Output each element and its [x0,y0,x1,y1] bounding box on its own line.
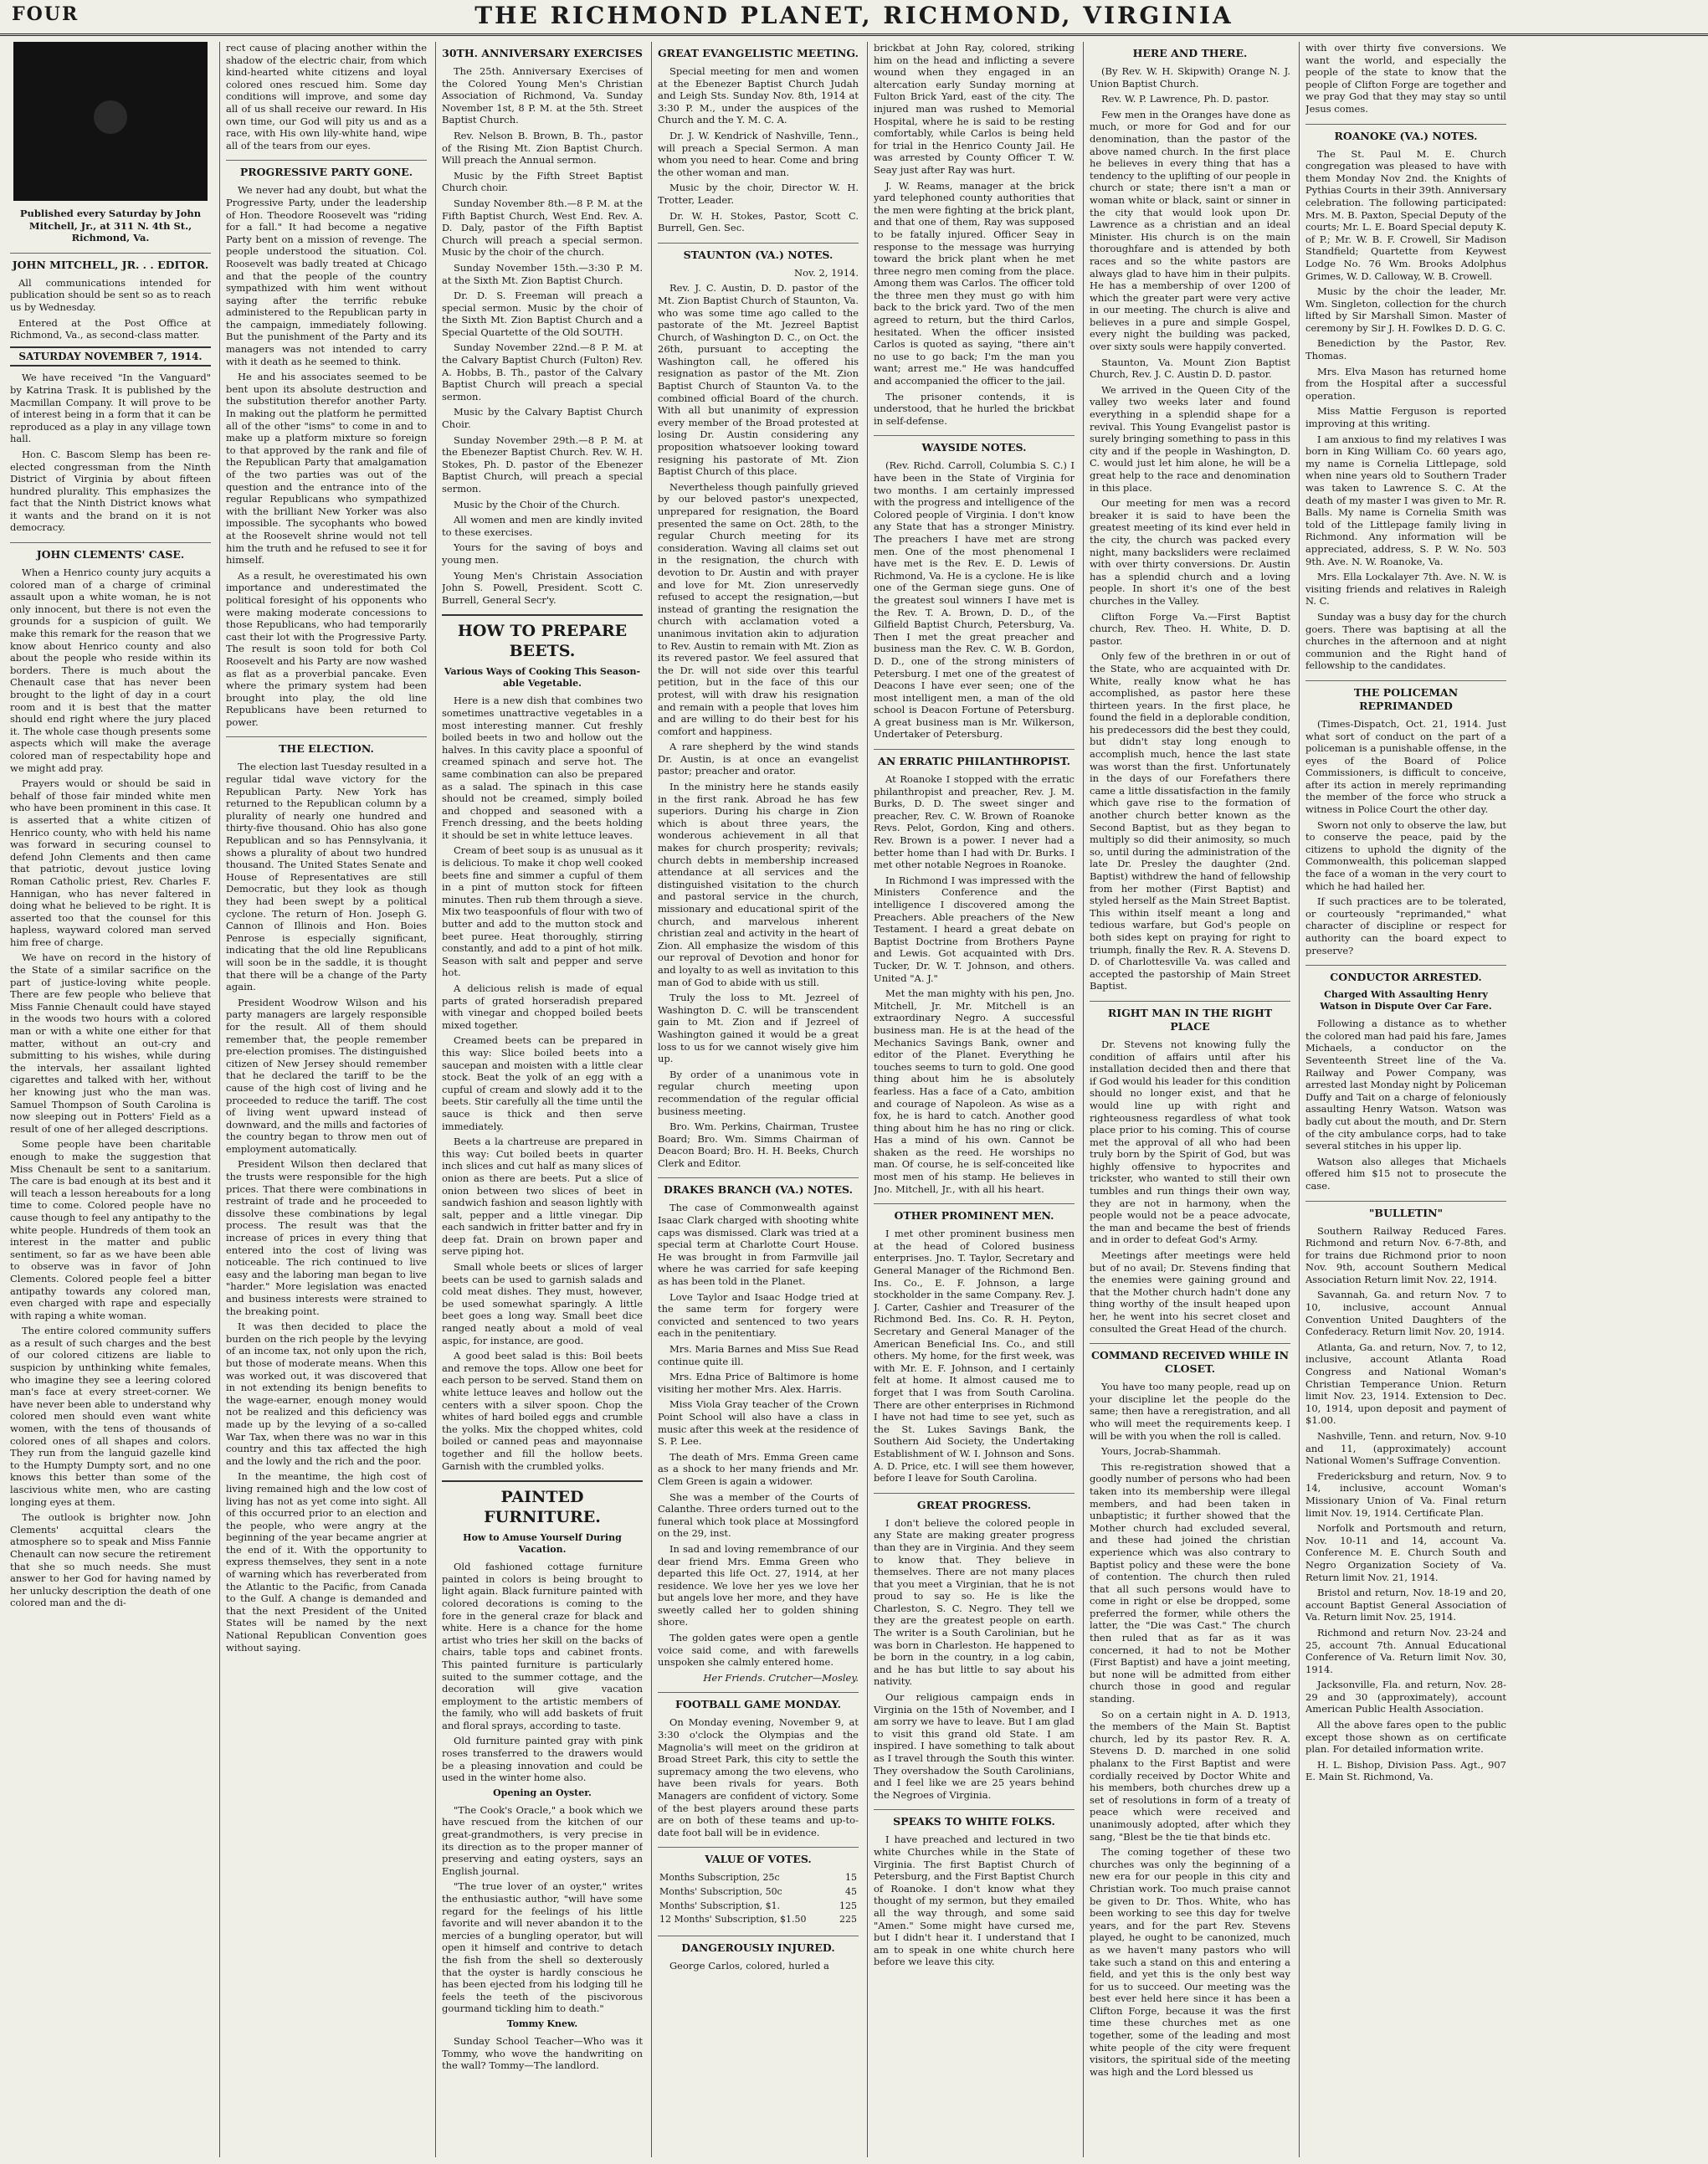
paragraph: Some people have been charitable enough to make the suggestion that Miss Chenault be sent to a sanitarium. The care is bad enough at its best and it will teach a lesson hereabouts for a long time to come. Colored people have no cause though to feel any antipathy to the white people. Hundreds of them took an interest in the matter and public sentiment, so far as we have been able to observe was in favor of John Clements. Colored people feel a bitter antipathy towards any colored man, even charged with rape and especially with raping a white woman. [10,1138,211,1321]
paragraph: We have received "In the Vanguard" by Katrina Trask. It is published by the Macmillan Company. It will prove to be of interest being in a form that it can be reproduced as a play in any village town hall. [10,372,211,445]
paragraph: Meetings after meetings were held but of no avail; Dr. Stevens finding that the enemies were gaining ground and that the Mother church hadn't done any thing worthy of the insult heaped upon her, he went into his secret closet and consulted the Great Head of the church. [1090,1249,1290,1335]
column-rule [867,42,868,2157]
paragraph: Young Men's Christain Association John S. Powell, President. Scott C. Burrell, General Secr'y. [442,569,643,606]
paragraph: A rare shepherd by the wind stands Dr. Austin, is at once an evangelist pastor; preacher and orator. [658,741,859,777]
issue-date: SATURDAY NOVEMBER 7, 1914. [10,346,211,367]
paragraph: The outlook is brighter now. John Clements' acquittal clears the atmosphere so to speak and Miss Fannie Chenault can now secure the retirement that she so much needs. She must answer to her God for having named by her unlucky description the death of one colored man and the di- [10,1511,211,1609]
paragraph: Love Taylor and Isaac Hodge tried at the same term for forgery were convicted and sentenced to two years each in the penitentiary. [658,1290,859,1340]
paragraph: In the ministry here he stands easily in the first rank. Abroad he has few superiors. During his charge in Zion which is about three years, the wonderous achievement in all that makes for church prosperity; revivals; church debts in membership increased attendance at all services and the distinguished visitation to the church and pastoral service in the church, missionary and educational spirit of the church, and marvelous inherent christian zeal and activity in the heart of Zion. All emphasize the wisdom of this our reproval of Devotion and honor for and loyalty to as well as invitation to this man of God to abide with us still. [658,781,859,988]
table-row [658,1900,859,1914]
signature: Her Friends. Crutcher—Mosley. [703,1671,859,1684]
paragraph: It was then decided to place the burden on the rich people by the levying of an income tax, not only upon the rich, but those of moderate means. When this was worked out, it was discovered that in not extending its benign benefits to the wage-earner, enough money would not be realized and this deficiency was made up by the levying of a so-called War Tax, when there was no war in this country and this tax affected the high and the lowly and the rich and the poor. [226,1320,427,1467]
paragraph: with over thirty five conversions. We want the world, and especially the people of the state to know that the people of Clifton Forge are together and we pray God that they may stay so until Jesus comes. [1305,42,1506,115]
paragraph: She was a member of the Courts of Calanthe. Three orders turned out to the funeral which took place at Mossingford on the 29, inst. [658,1490,859,1540]
paragraph: Music by the Calvary Baptist Church Choir. [442,406,643,431]
paragraph: Rev. J. C. Austin, D. D. pastor of the Mt. Zion Baptist Church of Staunton, Va. who was some time ago called to the pastorate of the Mt. Jezreel Baptist Church, of Washington D. C., on Oct. the 26th, pursuant to accepting the Washington call, he offered his resignation as pastor of the Mt. Zion Baptist Church of Staunton Va. to the combined official Board of the church. With all but unanimity of expression every member of the Broad protested at losing Dr. Austin considering any proposition whatsoever looking toward resigning his pastorate of Mt. Zion Baptist Church of this place. [658,282,859,478]
paragraph: Our meeting for men was a record breaker it is said to have been the greatest meeting of its kind ever held in the city, the church was packed every night, many backsliders were reclaimed with over thirty conversions. Dr. Austin has a splendid church and a loving people. In short it's one of the best churches in the Valley. [1090,497,1290,607]
paragraph: Jacksonville, Fla. and return, Nov. 28-29 and 30 (approximately), account American Public Health Association. [1305,1679,1506,1715]
paragraph: Here is a new dish that combines two sometimes unattractive vegetables in a most interesting manner. Cut freshly boiled beets in two and hollow out the halves. In this cavity place a spoonful of creamed spinach and serve hot. The same combination can also be prepared as a salad. The spinach in this case should not be creamed, simply boiled and chopped and seasoned with a French dressing, and the beets holding it should be set in white lettuce leaves. [442,695,643,841]
section-heading: THE ELECTION. [226,736,427,756]
paragraph: Following a distance as to whether the colored man had paid his fare, James Michaels, a conductor on the Seventeenth Street line of the Va. Railway and Power Company, was arrested last Monday night by Policeman Duffy and Tait on a charge of feloniously assaulting Henry Watson. Watson was badly cut about the mouth, and Dr. Stern of the city ambulance corps, had to take several stitches in his upper lip. [1305,1018,1506,1152]
paragraph: On Monday evening, November 9, at 3:30 o'clock the Olympias and the Magnolia's will meet on the gridiron at Broad Street Park, this city to settle the supremacy among the two elevens, who have been rivals for years. Both Managers are confident of victory. Some of the best players around these parts are on both of these teams and up-to-date foot ball will be in evidence. [658,1716,859,1838]
section-heading: "BULLETIN" [1305,1201,1506,1220]
paragraph: Sunday November 22nd.—8 P. M. at the Calvary Baptist Church (Fulton) Rev. A. Hobbs, B. Th., pastor of the Calvary Baptist Church will preach a special sermon. [442,341,643,403]
article-subhead: Charged With Assaulting Henry Watson in Dispute Over Car Fare. [1320,989,1492,1013]
paragraph: Nashville, Tenn. and return, Nov. 9-10 and 11, (approximately) account National Women's Suffrage Convention. [1305,1430,1506,1467]
section-heading: ROANOKE (VA.) NOTES. [1305,124,1506,143]
paragraph: Mrs. Ella Lockalayer 7th. Ave. N. W. is visiting friends and relatives in Raleigh N. C. [1305,571,1506,608]
paragraph: Miss Viola Gray teacher of the Crown Point School will also have a class in music after this week at the residence of S. P. Lee. [658,1398,859,1448]
column-2 [226,42,427,2157]
paragraph: President Woodrow Wilson and his party managers are largely responsible for the result. All of them should remember that, the people remember pre-election promises. The distinguished citizen of New Jersey should remember that he declared the tariff to be the cause of the high cost of living and he proceeded to reduce the tariff. The cost of living went upward instead of downward, and the mills and factories of the country began to throw men out of employment automatically. [226,996,427,1155]
paragraph: I don't believe the colored people in any State are making greater progress than they are in Virginia. And they seem to know that. They believe in themselves. There are not many places that you meet a Virginian, that he is not proud to say so. He is like the Charleston, S. C. Negro. They tell we they are the greatest people on earth. The writer is a South Carolinian, but he was born in Charleston. He happened to be born in the country, in a log cabin, and he has but little to say about his nativity. [874,1516,1075,1688]
paragraph: The case of Commonwealth against Isaac Clark charged with shooting white caps was dismissed. Clark was tried at a special term at Charlotte Court House. He was brought in from Farmville jail where he was carried for safe keeping as has been told in the Planet. [658,1202,859,1288]
paragraph: George Carlos, colored, hurled a [669,1959,829,1972]
paragraph: I am anxious to find my relatives I was born in King William Co. 60 years ago, my name is Cornelia Littlepage, sold when nine years old to Southern Trader was taken to Lawrence S. C. At the death of my master I was given to Mr. R. Balls. My name is Cornelia Smith was told of the Littlepage family living in Richmond. Any information will be appreciated, address, S. P. W. No. 503 9th. Ave. N. W. Roanoke, Va. [1305,433,1506,567]
newspaper-name: THE RICHMOND PLANET, RICHMOND, VIRGINIA [474,2,1234,29]
section-heading: 30TH. ANNIVERSARY EXERCISES [442,47,643,59]
article-headline: HOW TO PREPARE BEETS. [442,614,643,661]
section-heading: AN ERRATIC PHILANTHROPIST. [874,749,1075,768]
page-number: FOUR [12,3,80,25]
paragraph: Mrs. Maria Barnes and Miss Sue Read continue quite ill. [658,1343,859,1367]
paragraph: rect cause of placing another within the shadow of the electric chair, from which kind-hearted white citizens and loyal colored ones rescued him. Some day conditions will improve, and some day all of us shall receive our reward. In His own time, our God will pity us and as a race, with His own lily-white hand, wipe all of the tears from our eyes. [226,42,427,151]
paragraph: Sunday November 15th.—3:30 P. M. at the Sixth Mt. Zion Baptist Church. [442,261,643,286]
paragraph: Dr. W. H. Stokes, Pastor, Scott C. Burrell, Gen. Sec. [658,209,859,234]
column-rule [435,42,436,2157]
column-rule [651,42,652,2157]
paragraph: Watson also alleges that Michaels offered him $15 not to prosecute the case. [1305,1155,1506,1192]
paragraph: Our religious campaign ends in Virginia on the 15th of November, and I am sorry we have to leave. But I am glad to visit this grand old State. I am inspired. I have something to talk about as I travel through the South this winter. They overshadow the South Carolinians, and I feel like we are 25 years behind the Negroes of Virginia. [874,1691,1075,1801]
editor-line: JOHN MITCHELL, JR. . . EDITOR. [10,253,211,272]
paragraph: Dr. Stevens not knowing fully the condition of affairs until after his installation decided then and there that if God would his leader for this condition should no longer exist, and that he would line up with right and righteousness regardless of what took place prior to his coming. This of course met the approval of all who had been truly born by the Spirit of God, but was highly offensive to hypocrites and trickster, who wanted to still their own tumbles and run things their own way, they are not in harmony, when the people would not be a peace advocate, the man and became the best of friends and in order to defeat God's Army. [1090,1038,1290,1246]
paragraph: brickbat at John Ray, colored, striking him on the head and inflicting a severe wound when they engaged in an altercation early Sunday morning at Fulton Brick Yard, east of the city. The injured man was rushed to Memorial Hospital, where he is said to be resting comfortably, while Carlos is being held for trial in the Henrico County Jail. He was arrested by County Officer T. W. Seay just after Ray was hurt. [874,42,1075,176]
paragraph: Old fashioned cottage furniture painted in colors is being brought to light again. Black furniture painted with colored decorations is coming to the fore in the general craze for black and white. Here is a chance for the home artist who tries her skill on the backs of chairs, table tops and cabinet fronts. This painted furniture is particularly suited to the summer cottage, and the decoration will give vacation employment to the artistic members of the family, who will add baskets of fruit and floral sprays, according to taste. [442,1561,643,1731]
paragraph: Few men in the Oranges have done as much, or more for God and for our denomination, than the pastor of the above named church. In the first place he believes in every thing that has a tendency to the uplifting of our people in church or state; there isn't a man or woman white or black, saint or sinner in the city that would look upon Dr. Lawrence as a christian and an ideal Minister. His church is on the main thoroughfare and is attended by both races and so the white pastors are always glad to have him in their pulpits. He has a membership of over 1200 of which the greater part were very active in our meeting. The church is alive and believes in a pure and simple Gospel, every night the building was packed, over sixty souls were happily converted. [1090,108,1290,353]
paragraph: Clifton Forge Va.—First Baptist church, Rev. Theo. H. White, D. D. pastor. [1090,610,1290,647]
paragraph: Sunday November 8th.—8 P. M. at the Fifth Baptist Church, West End. Rev. A. D. Daly, pastor of the Fifth Baptist Church will preach a special sermon. Music by the choir of the church. [442,197,643,259]
votes-value: 45 [845,1885,857,1897]
paragraph: So on a certain night in A. D. 1913, the members of the Main St. Baptist church, led by its pastor Rev. R. A. Stevens D. D. marched in one solid phalanx to the First Baptist and were cordially received by Doctor White and his members, both churches drew up a set of resolutions in form of a treaty of peace which were received and unanimously adopted, after which they sang, "Blest be the tie that binds etc. [1090,1708,1290,1843]
section-heading: COMMAND RECEIVED WHILE IN CLOSET. [1090,1343,1290,1376]
section-heading: HERE AND THERE. [1132,47,1248,59]
paragraph: The death of Mrs. Emma Green came as a shock to her many friends and Mr. Clem Green is again a widower. [658,1450,859,1487]
paragraph: A good beet salad is this: Boil beets and remove the tops. Allow one beet for each person to be served. Stand them on white lettuce leaves and hollow out the centers with a silver spoon. Chop the whites of hard boiled eggs and crumble the yolks. Mix the chopped whites, cold boiled or canned peas and mayonnaise together and fill the hollow beets. Garnish with the crumbled yolks. [442,1350,643,1472]
table-row [658,1913,859,1927]
paragraph: (By Rev. W. H. Skipwith) Orange N. J. Union Baptist Church. [1090,65,1290,90]
paragraph: Hon. C. Bascom Slemp has been re-elected congressman from the Ninth District of Virginia by about fifteen hundred plurality. This emphasizes the fact that the Ninth District knows what it wants and the brand on it is not democracy. [10,448,211,534]
paragraph: Special meeting for men and women at the Ebenezer Baptist Church Judah and Leigh Sts. Sunday Nov. 8th, 1914 at 3:30 P. M., under the auspices of the Church and the Y. M. C. A. [658,65,859,126]
section-heading: GREAT PROGRESS. [874,1493,1075,1512]
masthead [0,0,1708,36]
column-6 [1090,42,1290,2157]
table-row [658,1885,859,1900]
paragraph: The St. Paul M. E. Church congregation was pleased to have with them Monday Nov 2nd. the Knights of Pythias Courts in their 39th. Anniversary celebration. The following participated: Mrs. M. B. Paxton, Special Deputy of the courts; Mr. L. E. Board Special deputy K. of P.; Mr. W. B. F. Crowell, Sir Madison Standfield; Quartette from Keywest Lodge No. 76 Wm. Brooks Adolphus Grimes, W. D. Calloway, W. B. Crowell. [1305,147,1506,282]
paragraph: Staunton, Va. Mount Zion Baptist Church, Rev. J. C. Austin D. D. pastor. [1090,356,1290,381]
section-heading: CONDUCTOR ARRESTED. [1305,965,1506,984]
paragraph: Atlanta, Ga. and return, Nov. 7, to 12, inclusive, account Atlanta Road Congress and National Woman's Christian Temperance Union. Return limit Nov. 23, 1914. Extension to Dec. 10, 1914, upon deposit and payment of $1.00. [1305,1341,1506,1427]
section-heading: PROGRESSIVE PARTY GONE. [226,160,427,179]
paragraph: Small whole beets or slices of larger beets can be used to garnish salads and cold meat dishes. They must, however, be used somewhat sparingly. A little beet goes a long way. Small beet dice ranged neatly about a mold of veal aspic, for instance, are good. [442,1261,643,1346]
paragraph: Sworn not only to observe the law, but to conserve the peace, paid by the citizens to uphold the dignity of the Commonwealth, this policeman slapped the face of a woman in the very court to which he had hailed her. [1305,818,1506,892]
paragraph: The prisoner contends, it is understood, that he hurled the brickbat in self-defense. [874,390,1075,427]
paragraph: All the above fares open to the public except those shown as on certificate plan. For detailed information write. [1305,1719,1506,1756]
paragraph: He and his associates seemed to be bent upon its absolute destruction and the substitution therefor another Party. In making out the platform he permitted all of the other "isms" to come in and to make up a platform mixture so foreign to that approved by the rank and file of the Republican Party that amalgamation of the two parties was out of the question and the entrance into of the regular Republicans who sympathized with the brilliant New Yorker was also impossible. The sycophants who bowed at the Roosevelt shrine would not tell him the truth and he refused to see it for himself. [226,371,427,567]
section-heading: WAYSIDE NOTES. [874,435,1075,454]
paragraph: All women and men are kindly invited to these exercises. [442,514,643,538]
paragraph: The entire colored community suffers as a result of such charges and the best of our colored citizens are liable to suspicion by unthinking white females, who imagine they see a leering colored man's face at every street-corner. We have never been able to understand why colored men should even want white women, with the tens of thousands of colored ones of all shapes and colors. They run from the languid gazelle kind to the Humpty Dumpty sort, and no one knows this better than some of the lascivious white men, who are casting longing eyes at them. [10,1325,211,1508]
masthead-illustration [13,42,208,201]
paragraph: Sunday School Teacher—Who was it Tommy, who wove the handwriting on the wall? Tommy—The landlord. [442,2034,643,2072]
paragraph: Yours for the saving of boys and young men. [442,541,643,566]
paragraph: Music by the choir the leader, Mr. Wm. Singleton, collection for the church lifted by Sir Marshall Simon. Master of ceremony by Sir J. H. Fowlkes D. D. G. C. [1305,285,1506,334]
article-subhead: Various Ways of Cooking This Season-able Vegetable. [444,666,641,690]
section-heading: JOHN CLEMENTS' CASE. [10,542,211,562]
column-4 [658,42,859,2157]
paragraph: Dr. J. W. Kendrick of Nashville, Tenn., will preach a Special Sermon. A man whom you need to hear. Come and bring the other woman and man. [658,129,859,178]
paragraph: I met other prominent business men at the head of Colored business enterprises. Jno. T. Taylor, Secretary and General Manager of the Richmond Ben. Ins. Co., E. F. Johnson, a large stockholder in the same Company. Rev. J. J. Carter, Cashier and Treasurer of the Richmond Bed. Ins. Co. R. H. Peyton, Secretary and General Manager of the American Beneficial Ins. Co., and still others. My home, for the first week, was with Mr. E. F. Johnson, and I certainly felt at home. It almost caused me to forget that I was from South Carolina. There are other enterprises in Richmond I have not had time to see yet, such as the St. Lukes Savings Bank, the Southern Aid Society, the Undertaking Establishment of W. I. Johnson and Sons. A. D. Price, etc. I will see them however, before I leave for South Carolina. [874,1228,1075,1485]
entered-notice: Entered at the Post Office at Richmond, Va., as second-class matter. [10,316,211,341]
votes-table [658,1871,859,1926]
paragraph: H. L. Bishop, Division Pass. Agt., 907 E. Main St. Richmond, Va. [1305,1758,1506,1783]
paragraph: Beets a la chartreuse are prepared in this way: Cut boiled beets in quarter inch slices and cut half as many slices of onion as there are beets. Put a slice of onion between two slices of beet in sandwich fashion and season lightly with salt, pepper and a little vinegar. Dip each sandwich in fritter batter and fry in deep fat. Drain on brown paper and serve piping hot. [442,1136,643,1258]
paragraph: Richmond and return Nov. 23-24 and 25, account 7th. Annual Educational Conference of Va. Return limit Nov. 30, 1914. [1305,1626,1506,1675]
column-5 [874,42,1075,2157]
paragraph: Met the man mighty with his pen, Jno. Mitchell, Jr. Mr. Mitchell is an extraordinary Negro. A successful business man. He is at the head of the Mechanics Savings Bank, owner and editor of the Planet. Everything he touches seems to turn to gold. One good thing about him he is absolutely fearless. Has a face of a Cato, ambition and courage of Napoleon. As wise as a fox, he is hard to catch. Another good thing about him he has no ring or click. Has a mind of his own. Cannot be shaken as the reed. He worships no man. Of course, he is self-conceited like most men of his stamp. He believes in Jno. Mitchell, Jr., with all his heart. [874,987,1075,1195]
paragraph: We have on record in the history of the State of a similar sacrifice on the part of justice-loving white people. There are few people who believe that Miss Fannie Chenault could have stayed in the woods two hours with a colored man or with a white one either for that matter, without an out-cry and submitting to his wishes, while during the intervals, her assailant lighted cigarettes and talked with her, without her knowing just who the man was. Samuel Thompson of South Carolina is now sleeping out in Potters' Field as a result of one of her alleged descriptions. [10,951,211,1135]
paragraph: Music by the Choir of the Church. [454,498,620,510]
paragraph: The election last Tuesday resulted in a regular tidal wave victory for the Republican Party. New York has returned to the Republican column by a plurality of nearly one hundred and thirty-five thousand. Ohio has also gone Republican and so has Pennsylvania, it shows a plurality of about two hundred thousand. The United States Senate and House of Representatives are still Democratic, but they look as though they had been swept by a political cyclone. The return of Hon. Joseph G. Cannon of Illinois and Hon. Boies Penrose is especially significant, indicating that the old line Republicans will soon be in the saddle, it is thought that there will be a change of the Party again. [226,761,427,993]
paragraph: Benediction by the Pastor, Rev. Thomas. [1305,337,1506,362]
votes-label: Months' Subscription, $1. [659,1900,781,1911]
paragraph: By order of a unanimous vote in regular church meeting upon recommendation of the regular official business meeting. [658,1068,859,1117]
paragraph: Nevertheless though painfully grieved by our beloved pastor's unexpected, unprepared for resignation, the Board presented the same on Oct. 28th, to the regular Church meeting for its consideration. Waving all claims set out in the resignation, the church with devotion to Dr. Austin and with prayer and love for Mt. Zion unreservedly refused to accept the resignation,—but instead of granting the resignation the church with acclamation voted a unanimous invitation akin to adjuration to Rev. Austin to remain with Mt. Zion as its revered pastor. We feel assured that the Dr. will not side over this tearful petition, but in the face of this our protest, will with draw his resignation and remain with a people that loves him and are willing to do their best for his comfort and happiness. [658,480,859,737]
votes-value: 125 [839,1900,857,1911]
paragraph: In the meantime, the high cost of living remained high and the low cost of living has not as yet come into sight. All of this occurred prior to an election and the people, who were angry at the beginning of the year became angrier at the end of it. With the opportunity to express themselves, they sent in a note of warning which has reverberated from the Atlantic to the Pacific, from Canada to the Gulf. A change is demanded and that the next President of the United States will be named by the next National Republican Convention goes without saying. [226,1470,427,1654]
article-subhead: Opening an Oyster. [493,1787,592,1798]
paragraph: As a result, he overestimated his own importance and underestimated the political foresight of his opponents who were making moderate concessions to those Republicans, who had temporarily cast their lot with the Progressive Party. The result is soon told for both Col Roosevelt and his Party are now washed as flat as a proverbial pancake. Even where the primary system had been brought into play, the old line Republicans have been returned to power. [226,569,427,728]
paragraph: Creamed beets can be prepared in this way: Slice boiled beets into a saucepan and moisten with a little clear stock. Beat the yolk of an egg with a cupful of cream and slowly add it to the beets. Stir carefully all the time until the sauce is thick and then serve immediately. [442,1034,643,1132]
votes-value: 225 [839,1914,857,1926]
paragraph: J. W. Reams, manager at the brick yard telephoned county authorities that the men were fighting at the brick plant, and that one of them, Ray was supposed to be fatally injured. Officer Seay in response to the message was hurrying toward the brick plant when he met three negro men coming from the place. Among them was Carlos. The officer told the three men they must go with him back to the brick yard. Two of the men agreed to return, but the third Carlos, hesitated. When the officer insisted Carlos is quoted as saying, "there ain't no use to go back; I'm the man you want; arrest me." He was handcuffed and accompanied the officer to the jail. [874,179,1075,387]
section-heading: OTHER PROMINENT MEN. [874,1203,1075,1223]
paragraph: Bro. Wm. Perkins, Chairman, Trustee Board; Bro. Wm. Simms Chairman of Deacon Board; Bro. H. H. Beeks, Church Clerk and Editor. [658,1120,859,1169]
paragraph: Old furniture painted gray with pink roses transferred to the drawers would be a pleasing innovation and could be used in the winter home also. [442,1735,643,1784]
paragraph: This re-registration showed that a goodly number of persons who had been taken into its membership were illegal members, and had been taken in unbaptistic; it further showed that the Mother church had excluded several, and these had joined the christian experience which was also contrary to Baptist policy and these were the bone of contention. The church then ruled that all such persons would have to come in right or else be dropped, some preferred the former, while others the latter, the "Die was Cast." The church then ruled that as far as it was concerned, it had to not be Mother (First Baptist) and have a joint meeting, but none will be admitted from either church those in good and regular standing. [1090,1460,1290,1705]
section-heading: VALUE OF VOTES. [658,1847,859,1866]
votes-label: Months Subscription, 25c [659,1872,780,1884]
publisher-line: Published every Saturday by John Mitchell, Jr., at 311 N. 4th St., Richmond, Va. [19,208,202,244]
paragraph: The 25th. Anniversary Exercises of the Colored Young Men's Christian Association of Richmond, Va. Sunday November 1st, 8 P. M. at the 5th. Street Baptist Church. [442,65,643,126]
paragraph: Nov. 2, 1914. [794,266,859,279]
column-rule [1299,42,1300,2157]
article-subhead: Tommy Knew. [506,2018,578,2029]
paragraph: A delicious relish is made of equal parts of grated horseradish prepared with vinegar and chopped boiled beets mixed together. [442,982,643,1031]
paragraph: Miss Mattie Ferguson is reported improving at this writing. [1305,405,1506,430]
paragraph: Truly the loss to Mt. Jezreel of Washington D. C. will be transcendent gain to Mt. Zion and if Jezreel of Washington gained it would be a great loss to us for we cannot wisely give him up. [658,992,859,1065]
paragraph: Rev. Nelson B. Brown, B. Th., pastor of the Rising Mt. Zion Baptist Church. Will preach the Annual sermon. [442,129,643,167]
paragraph: If such practices are to be tolerated, or courteously "reprimanded," what character of discipline or respect for authority can the board expect to preserve? [1305,895,1506,956]
paragraph: At Roanoke I stopped with the erratic philanthropist and preacher, Rev. J. M. Burks, D. D. The sweet singer and preacher, Rev. C. W. Brown of Roanoke Revs. Pelot, Gordon, King and others. Rev. Brown is a power. I never had a better home than I had with Dr. Burks. I met other notable Negroes in Roanoke. [874,773,1075,871]
paragraph: (Times-Dispatch, Oct. 21, 1914. Just what sort of conduct on the part of a policeman is a punishable offense, in the eyes of the Board of Police Commissioners, is difficult to conceive, after its action in merely reprimanding the member of the force who struck a witness in Police Court the other day. [1305,717,1506,816]
paragraph: Savannah, Ga. and return Nov. 7 to 10, inclusive, account Annual Convention United Daughters of the Confederacy. Return limit Nov. 20, 1914. [1305,1289,1506,1338]
paragraph: Yours, Jocrab-Shammah. [1101,1445,1222,1458]
paragraph: We never had any doubt, but what the Progressive Party, under the leadership of Hon. Theodore Roosevelt was "riding for a fall." It had become a negative Party bent on a mission of revenge. The people understood the situation. Col. Roosevelt was badly treated at Chicago and that the people of the country sympathized with him went without saying after the terrific rebuke administered to the Republican party in the campaign, immediately following. But the punishment of the Party and its managers was not intended to carry with it death as he seemed to think. [226,184,427,367]
paragraph: I have preached and lectured in two white Churches while in the State of Virginia. The first Baptist Church of Petersburg, and the First Baptist Church of Roanoke. I don't know what they thought of my sermon, but they emailed all the way through, and some said "Amen." Some might have cursed me, but I didn't hear it. I understand that I am to speak in one white church here before we leave this city. [874,1833,1075,1968]
section-heading: DRAKES BRANCH (VA.) NOTES. [658,1177,859,1197]
paragraph: Only few of the brethren in or out of the State, who are acquainted with Dr. White, really know what he has accomplished, as pastor here these thirteen years. In the first place, he found the field in a deplorable condition, his predecessors did the best they could, but didn't stay long enough to accomplish much, hence the last state was worst than the first. Unfortunately in the days of our Forefathers there came a little dissatisfaction in the family which gave rise to the formation of another church better known as the Second Baptist, but as they began to multiply so did their animosity, so much so, until during the administration of the late Dr. Presley the daughter (2nd. Baptist) withdrew the hand of fellowship from her mother (First Baptist) and styled herself as the Main Street Baptist. This within itself meant a long and tedious warfare, but God's people on both sides kept on praying for right to triumph, finally the Rev. R. A. Stevens D. D. of Charlottesville Va. was called and accepted the pastorship of Main Street Baptist. [1090,650,1290,992]
paragraph: Music by the choir, Director W. H. Trotter, Leader. [658,182,859,206]
paragraph: In sad and loving remembrance of our dear friend Mrs. Emma Green who departed this life Oct. 27, 1914, at her residence. We love her yes we love her but angels love her more, and they have sweetly called her to golden shining shore. [658,1542,859,1628]
section-heading: RIGHT MAN IN THE RIGHT PLACE [1090,1001,1290,1033]
article-headline: PAINTED FURNITURE. [442,1480,643,1527]
votes-label: Months' Subscription, 50c [659,1885,782,1897]
column-1 [10,42,211,2157]
paragraph: The coming together of these two churches was only the beginning of a new era for our people in this city and Christian work. Too much praise cannot be given to Dr. Thos. White, who has been working to see this day for twelve years, and for the part Rev. Stevens played, he ought to be canonized, much as we haven't many pastors who will take such a stand on this and entering a field, and yet this is the only best way for us to succeed. Our meeting was the best ever held here since it has been a Clifton Forge, because it was the first time these churches met as one together, some of the leading and most white people of the city were frequent visitors, the spiritual side of the meeting was high and the Lord blessed us [1090,1846,1290,2078]
paragraph: Mrs. Edna Price of Baltimore is home visiting her mother Mrs. Alex. Harris. [658,1371,859,1395]
emblem-icon [94,100,127,134]
section-heading: SPEAKS TO WHITE FOLKS. [874,1809,1075,1828]
paragraph: Sunday November 29th.—8 P. M. at the Ebenezer Baptist Church. Rev. W. H. Stokes, Ph. D. pastor of the Ebenezer Baptist Church, will preach a special sermon. [442,433,643,495]
section-heading: THE POLICEMAN REPRIMANDED [1305,680,1506,713]
paragraph: Dr. D. S. Freeman will preach a special sermon. Music by the choir of the Sixth Mt. Zion Baptist Church and a Special Quartette of the Old SOUTH. [442,290,643,338]
column-rule [1083,42,1084,2157]
section-heading: FOOTBALL GAME MONDAY. [658,1692,859,1711]
paragraph: You have too many people, read up on your discipline let the people do the same; then have a reregistration, and all who will meet the requirements keep. I will be with you when the roll is called. [1090,1381,1290,1442]
paragraph: (Rev. Richd. Carroll, Columbia S. C.) I have been in the State of Virginia for two months. I am certainly impressed with the progress and intelligence of the Colored people of Virginia. I don't know any State that has a stronger Ministry. The preachers I have met are strong men. One of the most phenomenal I have met is the Rev. E. D. Lewis of Richmond, Va. He is a cyclone. He is like one of the German siege guns. One of the greatest soul winners I have met is the Rev. T. A. Brown, D. D., of the Gilfield Baptist Church, Petersburg, Va. Then I met the great preacher and business man the Rev. C. W. B. Gordon, D. D., one of the strong ministers of Petersburg. I met one of the greatest of Deacons I have ever seen; one of the most intelligent men, a man of the old school is Deacon Fortune of Petersburg. A great business man is Mr. Wilkerson, Undertaker of Petersburg. [874,459,1075,741]
article-subhead: How to Amuse Yourself During Vacation. [463,1532,622,1556]
paragraph: The golden gates were open a gentle voice said come, and with farewells unspoken she calmly entered home. [658,1632,859,1669]
paragraph: Rev. W. P. Lawrence, Ph. D. pastor. [1101,93,1269,105]
paragraph: "The true lover of an oyster," writes the enthusiastic author, "will have some regard for the feelings of his little favorite and will never abandon it to the mercies of a bungling operator, but will open it himself and contrive to detach the fish from the shell so dexterously that the oyster is hardly conscious he has been ejected from his lodging till he feels the teeth of the piscivorous gourmand tickling him to death." [442,1880,643,2015]
paragraph: Prayers would or should be said in behalf of those fair minded white men who have been prominent in this case. It is asserted that a white citizen of Henrico county, who with held his name was forward in securing counsel to defend John Clements and then came that patriotic, devout justice loving Roman Catholic priest, Rev. Charles F. Hannigan, who has never faltered in doing what he believed to be right. It is asserted too that the counsel for this hapless, wayward colored man served him free of charge. [10,777,211,948]
paragraph: "The Cook's Oracle," a book which we have rescued from the kitchen of our great-grandmothers, is very precise in its direction as to the proper manner of preserving and eating oysters, says an English journal. [442,1803,643,1877]
section-heading: DANGEROUSLY INJURED. [658,1936,859,1955]
table-row [658,1871,859,1885]
section-heading: STAUNTON (VA.) NOTES. [658,243,859,262]
paragraph: Mrs. Elva Mason has returned home from the Hospital after a successful operation. [1305,365,1506,402]
paragraph: Sunday was a busy day for the church goers. There was baptising at all the churches in the afternoon and at night communion and the Right hand of fellowship to the candidates. [1305,610,1506,672]
column-rule [219,42,220,2157]
paragraph: Cream of beet soup is as unusual as it is delicious. To make it chop well cooked beets fine and simmer a cupful of them in a pint of mutton stock for fifteen minutes. Then rub them through a sieve. Mix two teaspoonfuls of flour with two of butter and add to the mutton stock and beet puree. Heat thoroughly, stirring constantly, and add to a pint of hot milk. Season with salt and pepper and serve hot. [442,844,643,979]
paragraph: Fredericksburg and return, Nov. 9 to 14, inclusive, account Woman's Missionary Union of Va. Final return limit Nov. 19, 1914. Certificate Plan. [1305,1469,1506,1519]
votes-label: 12 Months' Subscription, $1.50 [659,1914,807,1926]
paragraph: In Richmond I was impressed with the Ministers Conference and the intelligence I discovered among the Preachers. Able preachers of the New Testament. I heard a great debate on Baptist Doctrine from Brothers Payne and Lewis. Got acquainted with Drs. Tucker, Dr. W. T. Johnson, and others. United "A. J." [874,874,1075,984]
column-3 [442,42,643,2157]
paragraph: When a Henrico county jury acquits a colored man of a charge of criminal assault upon a white woman, he is not only innocent, but there is not even the grounds for a suspicion of guilt. We make this remark for the reason that we know about Henrico county and also about the people who reside within its borders. There is much about the Chenault case that has never been brought to the light of day in a court room and it is best that the matter should end right where the jury placed it. The whole case though presents some aspects which will make the average colored man of respectability hope and we might add pray. [10,567,211,774]
paragraph: We arrived in the Queen City of the valley two weeks later and found everything in a splendid shape for a revival. This Young Evangelist pastor is surely bringing something to pass in this city and if the people in Washington, D. C. would just let him alone, he will be a great help to the race and denomination in this place. [1090,383,1290,494]
paragraph: Music by the Fifth Street Baptist Church choir. [442,169,643,194]
votes-value: 15 [845,1872,857,1884]
paragraph: Southern Railway Reduced Fares. Richmond and return Nov. 6-7-8th, and for trains due Richmond prior to noon Nov. 9th, account Southern Medical Association Return limit Nov. 22, 1914. [1305,1224,1506,1285]
notice: All communications intended for publication should be sent so as to reach us by Wednesday. [10,276,211,313]
paragraph: Norfolk and Portsmouth and return, Nov. 10-11 and 14, account Va. Conference M. E. Church South and Negro Organization Society of Va. Return limit Nov. 21, 1914. [1305,1522,1506,1583]
column-7 [1305,42,1506,2157]
paragraph: President Wilson then declared that the trusts were responsible for the high prices. That there were combinations in restraint of trade and he proceeded to dissolve these combinations by legal process. The result was that the increase of prices in every thing that entered into the cost of living was noticeable. The rich continued to live easy and the laboring man began to live "harder." More legislation was enacted and business interests were strained to the breaking point. [226,1158,427,1317]
section-heading: GREAT EVANGELISTIC MEETING. [658,47,859,59]
paragraph: Bristol and return, Nov. 18-19 and 20, account Baptist General Association of Va. Return limit Nov. 25, 1914. [1305,1587,1506,1623]
